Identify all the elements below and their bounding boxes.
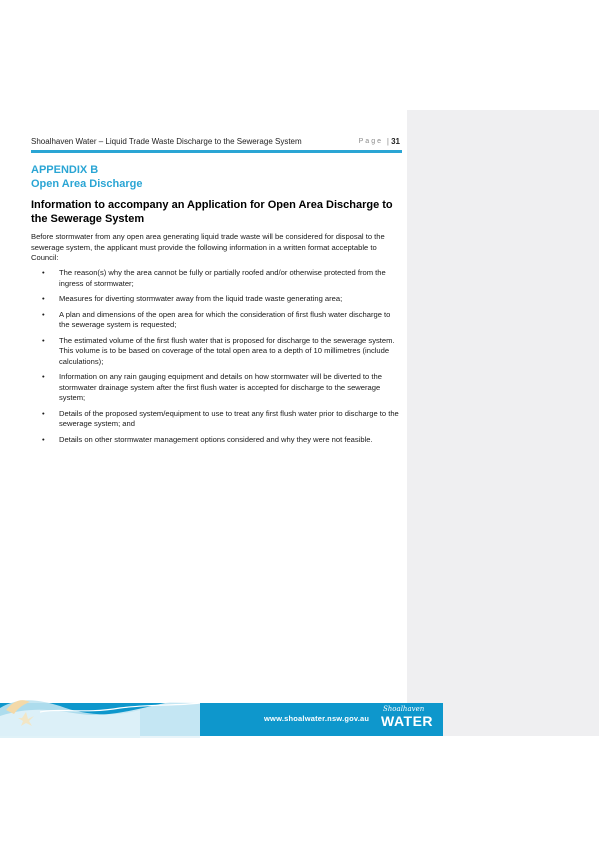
bullet-icon: • [42,408,45,418]
bullet-icon: • [42,268,45,277]
header-page-label: Page [358,138,383,145]
list-item [31,310,403,331]
list-item [31,409,403,430]
footer-wave-graphic [0,688,443,738]
bullet-icon: • [42,309,45,319]
comment-pane [407,110,599,736]
list-item-text: Measures for diverting stormwater away from the liquid trade waste generating area; [59,294,343,303]
list-item [31,294,403,305]
logo-water-text: WATER [381,713,434,729]
list-item-text: Details on other stormwater management options considered and why they were not feasible. [59,434,373,444]
header-rule [31,150,402,153]
bullet-icon: • [42,434,45,444]
intro-paragraph: Before stormwater from any open area generating liquid trade waste will be considered for disposal to the sewerage system, the applicant must provide the following information in a written format acceptable to Council: [31,232,385,262]
list-item-text: Details of the proposed system/equipment to use to treat any first flush water prior to discharge to the sewerage system; and [59,408,399,428]
bullet-icon: • [42,335,45,345]
list-item [31,336,403,368]
header-page-separator: | [386,137,389,146]
bullet-icon: • [42,372,45,381]
bullet-icon: • [42,294,45,303]
list-item-text: The estimated volume of the first flush water that is proposed for discharge to the sewerage system. This volume is to be based on coverage of the total open area to a depth of 10 millimetres (include calculations); [59,335,395,366]
page-header [31,136,402,150]
shoalhaven-water-logo [381,705,437,733]
logo-script-text: Shoalhaven [383,705,425,713]
section-heading: Information to accompany an Application for Open Area Discharge to the Sewerage System [31,199,393,225]
header-page-number: 31 [391,137,400,146]
list-item-text: The reason(s) why the area cannot be fully or partially roofed and/or otherwise protected from the ingress of stormwater; [59,268,386,288]
appendix-subtitle: Open Area Discharge [31,178,143,190]
list-item [31,372,403,404]
list-item [31,268,403,289]
requirements-list [31,268,403,450]
list-item-text: Information on any rain gauging equipment and details on how stormwater will be diverted to the stormwater drainage system after the first flush water is accepted for discharge to the sewerage system; [59,372,382,402]
appendix-label: APPENDIX B [31,164,99,176]
list-item [31,435,403,446]
header-doc-title: Shoalhaven Water – Liquid Trade Waste Discharge to the Sewerage System [31,137,302,146]
footer-website-link[interactable]: www.shoalwater.nsw.gov.au [264,714,370,723]
list-item-text: A plan and dimensions of the open area for which the consideration of first flush water discharge to the sewerage system is requested; [59,309,391,329]
